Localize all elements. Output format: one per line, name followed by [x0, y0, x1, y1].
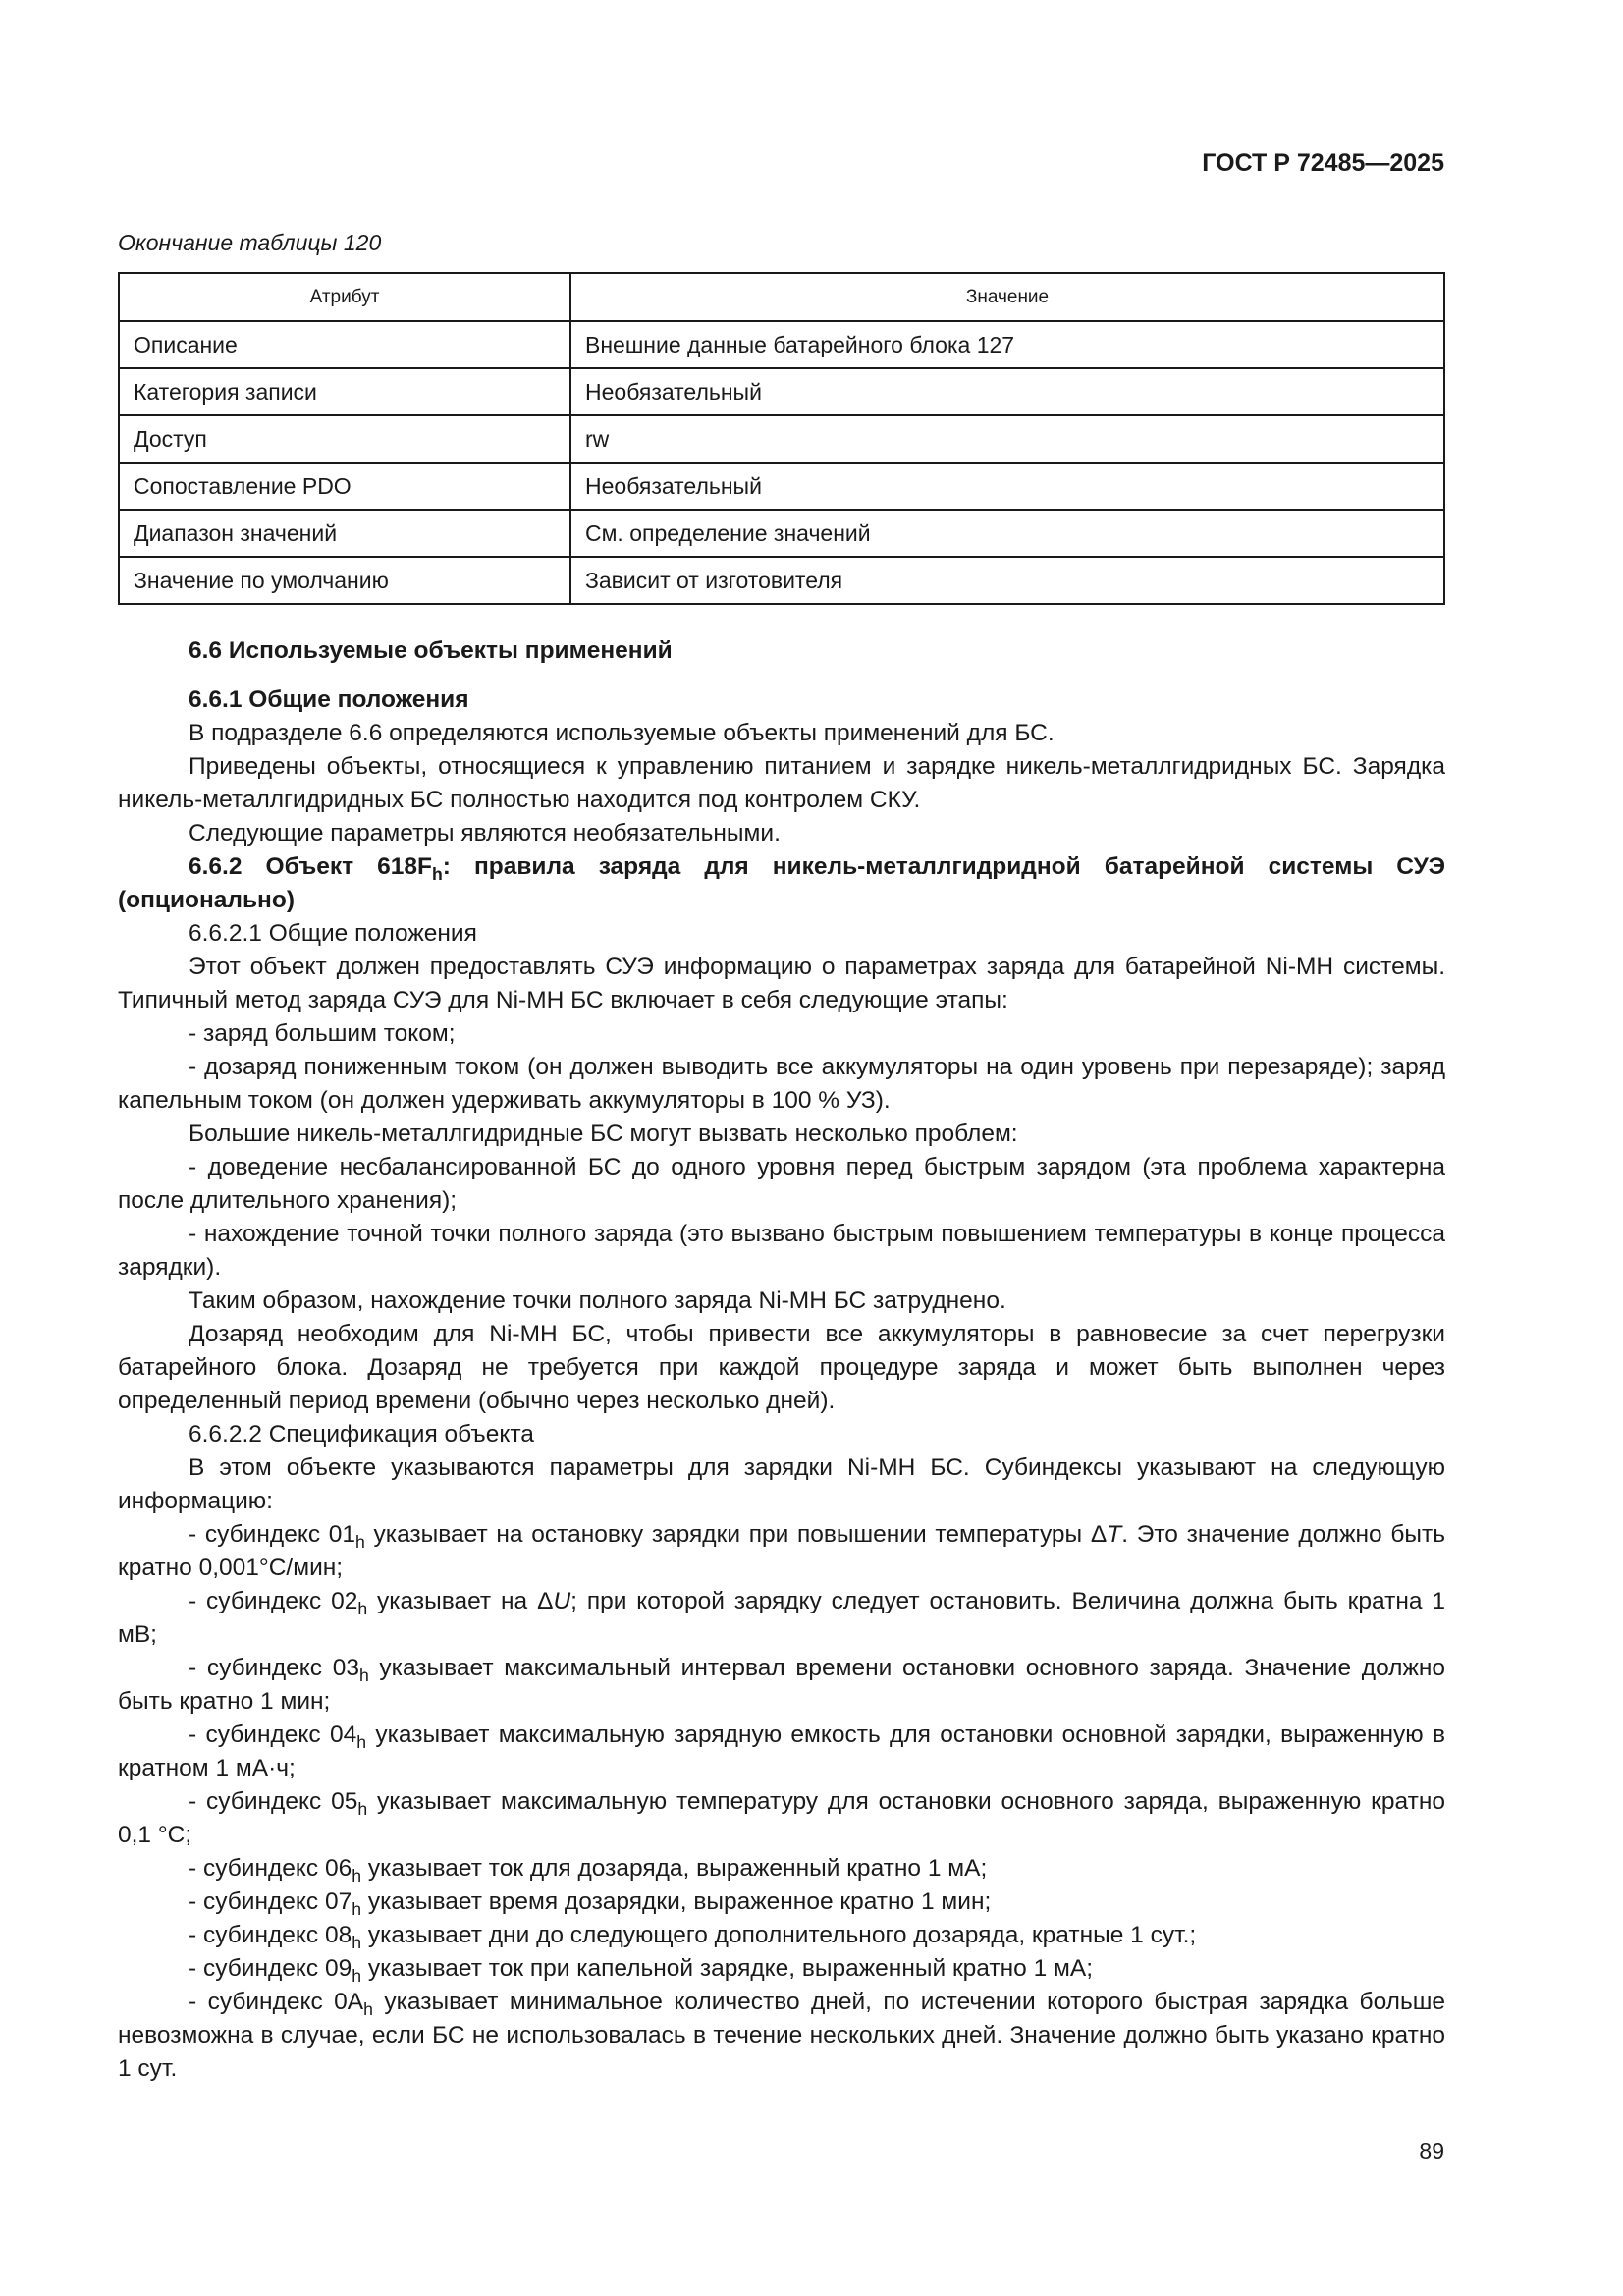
subscript: h [358, 1666, 369, 1686]
item-text: ; при которой зарядку следует остановить. Величина должна быть кратна 1 мВ; [118, 1588, 1445, 1648]
item-text: - субиндекс 03 [189, 1655, 359, 1681]
item-text: указывает время дозарядки, выраженное кратно 1 мин; [361, 1888, 992, 1915]
table-row [119, 368, 1444, 415]
section-heading: 6.6 Используемые объекты применений [189, 637, 673, 664]
subscript: h [352, 1866, 362, 1886]
list-item [118, 1518, 1445, 1585]
list-item [118, 1852, 1445, 1886]
subsection-heading [118, 850, 1445, 917]
subsection-heading: 6.6.1 Общие положения [189, 686, 469, 713]
item-text: указывает максимальную зарядную емкость для остановки основной зарядки, выраженную в кратном 1 мА·ч; [118, 1722, 1445, 1781]
list-item [118, 1652, 1445, 1719]
subscript: h [355, 1532, 365, 1553]
item-text: указывает максимальный интервал времени остановки основного заряда. Значение должно быть кратно 1 мин; [118, 1655, 1446, 1715]
subscript: h [356, 1732, 367, 1753]
list-item [118, 1719, 1445, 1785]
heading-text: 6.6.2 Объект 618F [189, 853, 432, 880]
paragraph: Приведены объекты, относящиеся к управлению питанием и зарядке никель-металлгидридных БС. Зарядка никель-металлгидридных БС полностью находится под контролем СКУ. [118, 753, 1445, 813]
item-text: . Это значение должно быть кратно 0,001°С/мин; [118, 1521, 1445, 1581]
page-number: 89 [1419, 2138, 1444, 2163]
item-text: - субиндекс 06 [189, 1855, 352, 1882]
table-cell: Значение по умолчанию [119, 557, 570, 604]
attribute-table [118, 272, 1445, 605]
table-caption: Окончание таблицы 120 [118, 230, 382, 255]
item-text: указывает ток при капельной зарядке, выраженный кратно 1 мА; [361, 1955, 1093, 1982]
list-item [118, 1886, 1445, 1919]
item-text: - субиндекс 09 [189, 1955, 352, 1982]
table-cell: Описание [119, 321, 570, 368]
paragraph: Этот объект должен предоставлять СУЭ информацию о параметрах заряда для батарейной Ni-MH системы. Типичный метод заряда СУЭ для Ni-MH БС включает в себя следующие этапы: [118, 954, 1445, 1013]
paragraph: Таким образом, нахождение точки полного заряда Ni-MH БС затруднено. [189, 1287, 1006, 1314]
paragraph: В этом объекте указываются параметры для зарядки Ni-MH БС. Субиндексы указывают на следующую информацию: [118, 1454, 1445, 1514]
item-text: указывает на остановку зарядки при повышении температуры Δ [364, 1521, 1108, 1548]
list-item: - заряд большим током; [189, 1020, 456, 1047]
table-row [119, 321, 1444, 368]
variable: T [1107, 1521, 1122, 1548]
table-cell: rw [570, 415, 1444, 463]
list-item [118, 1785, 1445, 1852]
table-header-row [119, 273, 1444, 321]
column-header-value: Значение [570, 273, 1444, 321]
list-item [118, 1952, 1445, 1986]
variable: U [553, 1588, 571, 1614]
item-text: указывает дни до следующего дополнительного дозаряда, кратные 1 сут.; [361, 1922, 1197, 1948]
item-text: - субиндекс 02 [189, 1588, 358, 1614]
clause-heading: 6.6.2.2 Спецификация объекта [189, 1421, 534, 1448]
clause-heading: 6.6.2.1 Общие положения [189, 920, 477, 947]
table-cell: Необязательный [570, 368, 1444, 415]
table-cell: Сопоставление PDO [119, 463, 570, 510]
item-text: указывает минимальное количество дней, по истечении которого быстрая зарядка больше невозможна в случае, если БС не использовалась в течение нескольких дней. Значение должно быть указано кратно 1 сут. [118, 1989, 1445, 2082]
item-text: - субиндекс 01 [189, 1521, 356, 1548]
table-row [119, 415, 1444, 463]
item-text: - субиндекс 07 [189, 1888, 352, 1915]
item-text: указывает на Δ [367, 1588, 554, 1614]
subscript: h [352, 1966, 362, 1987]
table-cell: Диапазон значений [119, 510, 570, 557]
item-text: - субиндекс 08 [189, 1922, 352, 1948]
paragraph: Следующие параметры являются необязательными. [189, 820, 781, 847]
body-text [118, 634, 1445, 2086]
table-cell: Доступ [119, 415, 570, 463]
paragraph: В подразделе 6.6 определяются используемые объекты применений для БС. [189, 720, 1055, 746]
paragraph: Большие никель-металлгидридные БС могут вызвать несколько проблем: [189, 1121, 1018, 1147]
item-text: указывает максимальную температуру для остановки основного заряда, выраженную кратно 0,1 °С; [118, 1788, 1445, 1848]
list-item [118, 1986, 1445, 2086]
item-text: - субиндекс 0A [189, 1989, 364, 2015]
subscript: h [352, 1899, 362, 1920]
subscript: h [432, 864, 443, 885]
subscript: h [357, 1799, 368, 1820]
table-cell: См. определение значений [570, 510, 1444, 557]
table-cell: Необязательный [570, 463, 1444, 510]
list-item: - дозаряд пониженным током (он должен выводить все аккумуляторы на один уровень при перезаряде); заряд капельным током (он должен удерживать аккумуляторы в 100 % УЗ). [118, 1054, 1445, 1114]
list-item: - нахождение точной точки полного заряда (это вызвано быстрым повышением температуры в конце процесса зарядки). [118, 1221, 1445, 1281]
item-text: - субиндекс 04 [189, 1722, 357, 1748]
subscript: h [352, 1933, 362, 1953]
document-code: ГОСТ Р 72485—2025 [1202, 149, 1444, 177]
subscript: h [363, 1999, 373, 2020]
table-row [119, 557, 1444, 604]
list-item [118, 1919, 1445, 1952]
heading-text: : правила заряда для никель-металлгидридной батарейной системы СУЭ (опционально) [118, 853, 1445, 913]
table-row [119, 463, 1444, 510]
table-cell: Зависит от изготовителя [570, 557, 1444, 604]
paragraph: Дозаряд необходим для Ni-MH БС, чтобы привести все аккумуляторы в равновесие за счет перегрузки батарейного блока. Дозаряд не требуется при каждой процедуре заряда и может быть выполнен через определенный период времени (обычно через несколько дней). [118, 1321, 1445, 1414]
list-item [118, 1585, 1445, 1652]
subscript: h [357, 1599, 368, 1619]
item-text: указывает ток для дозаряда, выраженный кратно 1 мА; [361, 1855, 988, 1882]
table-row [119, 510, 1444, 557]
column-header-attribute: Атрибут [119, 273, 570, 321]
list-item: - доведение несбалансированной БС до одного уровня перед быстрым зарядом (эта проблема характерна после длительного хранения); [118, 1154, 1445, 1214]
table-cell: Внешние данные батарейного блока 127 [570, 321, 1444, 368]
item-text: - субиндекс 05 [189, 1788, 358, 1815]
table-cell: Категория записи [119, 368, 570, 415]
